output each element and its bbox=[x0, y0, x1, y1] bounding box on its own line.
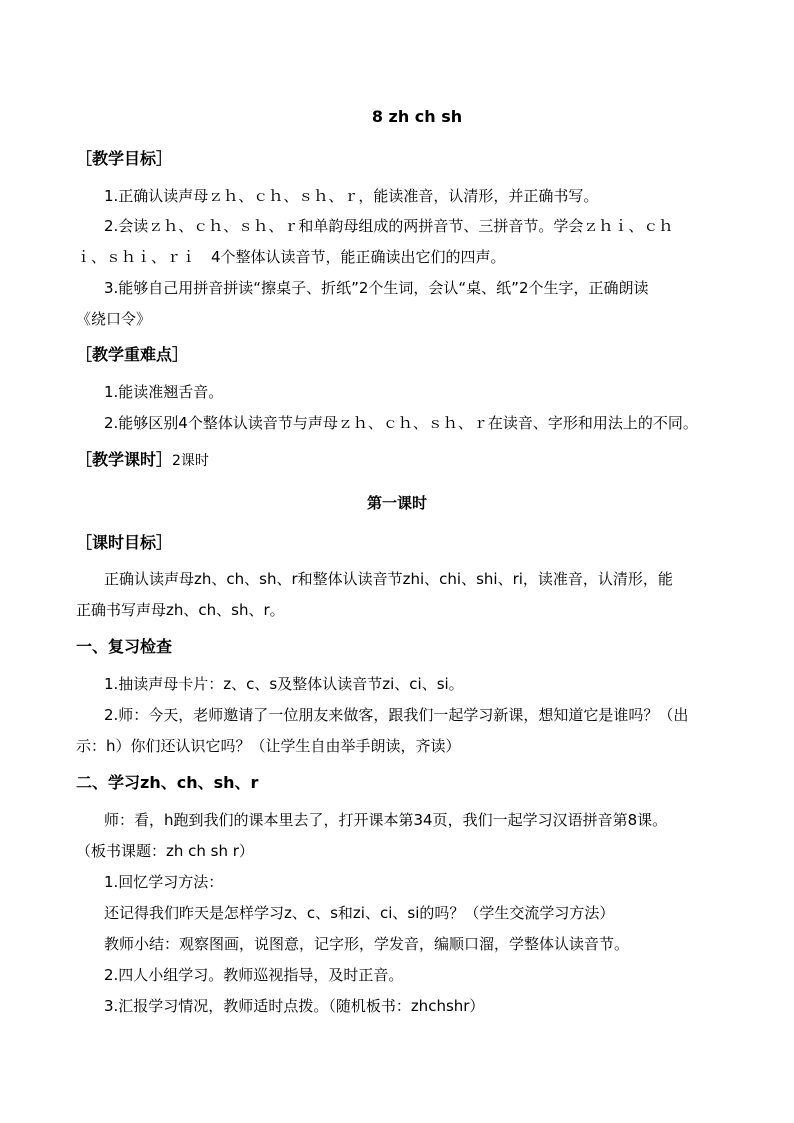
paragraph: 2.会读ｚｈ、ｃｈ、ｓｈ、ｒ和单韵母组成的两拼音节、三拼音节。学会ｚｈｉ、ｃｈ bbox=[104, 217, 674, 235]
paragraph: 1.正确认读声母ｚｈ、ｃｈ、ｓｈ、ｒ，能读准音，认清形，并正确书写。 bbox=[104, 187, 599, 205]
section-header-key-points: ［教学重难点］ bbox=[76, 345, 189, 364]
paragraph: 正确书写声母zh、ch、sh、r。 bbox=[76, 601, 285, 619]
paragraph: 1.能读准翘舌音。 bbox=[104, 383, 224, 401]
paragraph: 3.能够自己用拼音拼读“擦桌子、折纸”2个生词，会认“桌、纸”2个生字，正确朗读 bbox=[104, 279, 649, 297]
paragraph: 2.四人小组学习。教师巡视指导，及时正音。 bbox=[104, 966, 404, 984]
paragraph: 正确认读声母zh、ch、sh、r和整体认读音节zhi、chi、shi、ri，读准音，认清形，能 bbox=[104, 570, 673, 588]
paragraph: 师：看，h跑到我们的课本里去了，打开课本第34页，我们一起学习汉语拼音第8课。 bbox=[104, 811, 668, 829]
document-title: 8 zh ch sh bbox=[371, 107, 463, 126]
paragraph: 1.回忆学习方法： bbox=[104, 873, 224, 891]
paragraph: 《绕口令》 bbox=[76, 310, 152, 328]
paragraph: 还记得我们昨天是怎样学习z、c、s和zi、ci、si的吗？（学生交流学习方法） bbox=[104, 904, 615, 922]
paragraph: ｉ、ｓｈｉ、ｒｉ 4个整体认读音节，能正确读出它们的四声。 bbox=[76, 248, 506, 266]
class-hours-label: ［教学课时］ bbox=[76, 450, 173, 469]
paragraph: 3.汇报学习情况，教师适时点拨。（随机板书：zhchshr） bbox=[104, 997, 485, 1015]
class-hours-value: 2课时 bbox=[172, 453, 209, 469]
paragraph: 2.能够区别4个整体认读音节与声母ｚｈ、ｃｈ、ｓｈ、ｒ在读音、字形和用法上的不同。 bbox=[104, 414, 698, 432]
paragraph: 1.抽读声母卡片：z、c、s及整体认读音节zi、ci、si。 bbox=[104, 675, 464, 693]
section-header-lesson-goals: ［课时目标］ bbox=[76, 533, 173, 552]
paragraph: （板书课题：zh ch sh r） bbox=[76, 842, 254, 860]
section-header-review: 一、复习检查 bbox=[76, 637, 173, 656]
paragraph: 示：h）你们还认识它吗？（让学生自由举手朗读，齐读） bbox=[76, 737, 461, 755]
section-header-learn: 二、学习zh、ch、sh、r bbox=[76, 773, 259, 792]
section-header-teaching-goals: ［教学目标］ bbox=[76, 149, 173, 168]
paragraph: 2.师：今天，老师邀请了一位朋友来做客，跟我们一起学习新课，想知道它是谁吗？（出 bbox=[104, 706, 689, 724]
paragraph: 教师小结：观察图画，说图意，记字形，学发音，编顺口溜，学整体认读音节。 bbox=[104, 935, 630, 953]
lesson-title: 第一课时 bbox=[366, 494, 427, 512]
section-header-class-hours bbox=[76, 450, 209, 471]
